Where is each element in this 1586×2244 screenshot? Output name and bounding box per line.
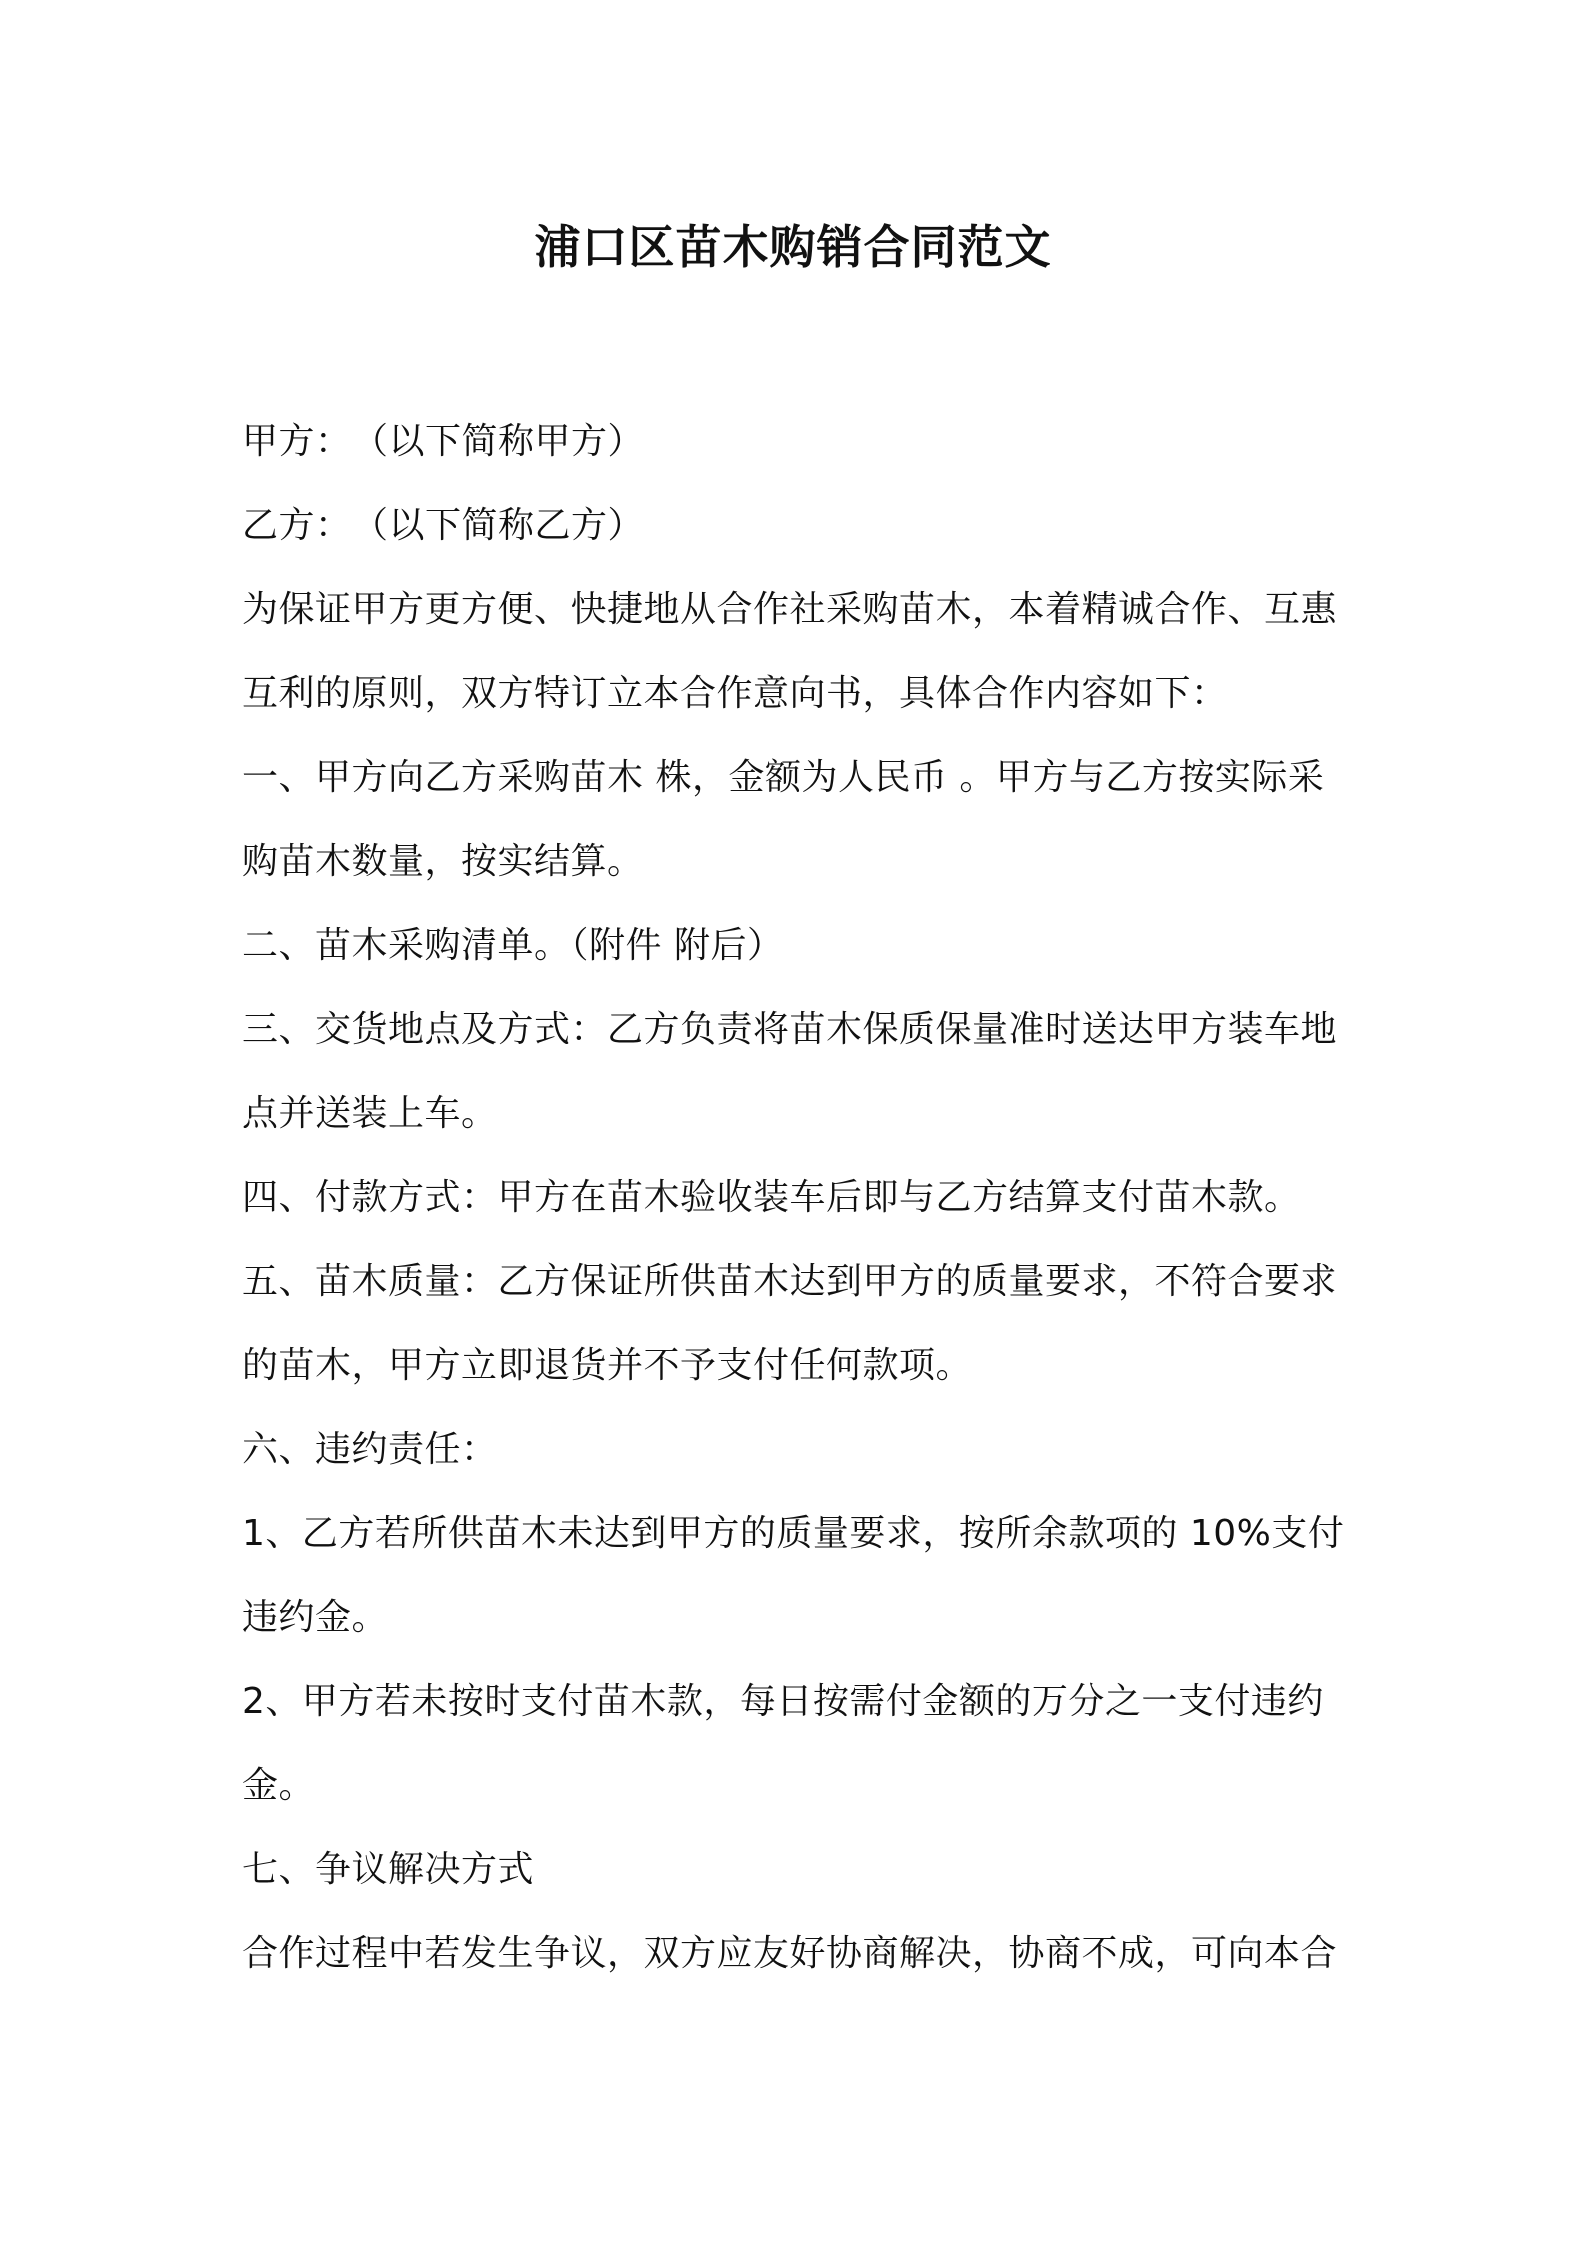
clause-2-line: 二、苗木采购清单。（附件 附后） [242, 925, 784, 966]
document-title: 浦口区苗木购销合同范文 [534, 220, 1052, 274]
clause-7-line-1: 合作过程中若发生争议，双方应友好协商解决，协商不成，可向本合 [242, 1933, 1338, 1974]
party-b-line: 乙方： （以下简称乙方） [242, 505, 645, 546]
clause-6-item-1-line-2: 违约金。 [242, 1597, 389, 1638]
clause-3-line-1: 三、交货地点及方式：乙方负责将苗木保质保量准时送达甲方装车地 [242, 1009, 1338, 1050]
clause-7-heading: 七、争议解决方式 [242, 1849, 535, 1890]
clause-3-line-2: 点并送装上车。 [242, 1093, 498, 1134]
clause-6-item-1-line-1: 1、乙方若所供苗木未达到甲方的质量要求，按所余款项的 10%支付 [242, 1513, 1345, 1554]
clause-5-line-1: 五、苗木质量：乙方保证所供苗木达到甲方的质量要求，不符合要求 [242, 1261, 1338, 1302]
preamble-line-1: 为保证甲方更方便、快捷地从合作社采购苗木，本着精诚合作、互惠 [242, 589, 1338, 630]
party-a-line: 甲方： （以下简称甲方） [242, 421, 645, 462]
clause-6-heading: 六、违约责任： [242, 1429, 498, 1470]
clause-6-item-2-line-1: 2、甲方若未按时支付苗木款，每日按需付金额的万分之一支付违约 [242, 1681, 1324, 1722]
document-body [242, 400, 1352, 1996]
clause-1-line-1: 一、甲方向乙方采购苗木 株，金额为人民币 。甲方与乙方按实际采 [242, 757, 1325, 798]
clause-4-line: 四、付款方式：甲方在苗木验收装车后即与乙方结算支付苗木款。 [242, 1177, 1301, 1218]
clause-5-line-2: 的苗木，甲方立即退货并不予支付任何款项。 [242, 1345, 973, 1386]
preamble-line-2: 互利的原则，双方特订立本合作意向书，具体合作内容如下： [242, 673, 1228, 714]
clause-6-item-2-line-2: 金。 [242, 1765, 316, 1806]
clause-1-line-2: 购苗木数量，按实结算。 [242, 841, 644, 882]
